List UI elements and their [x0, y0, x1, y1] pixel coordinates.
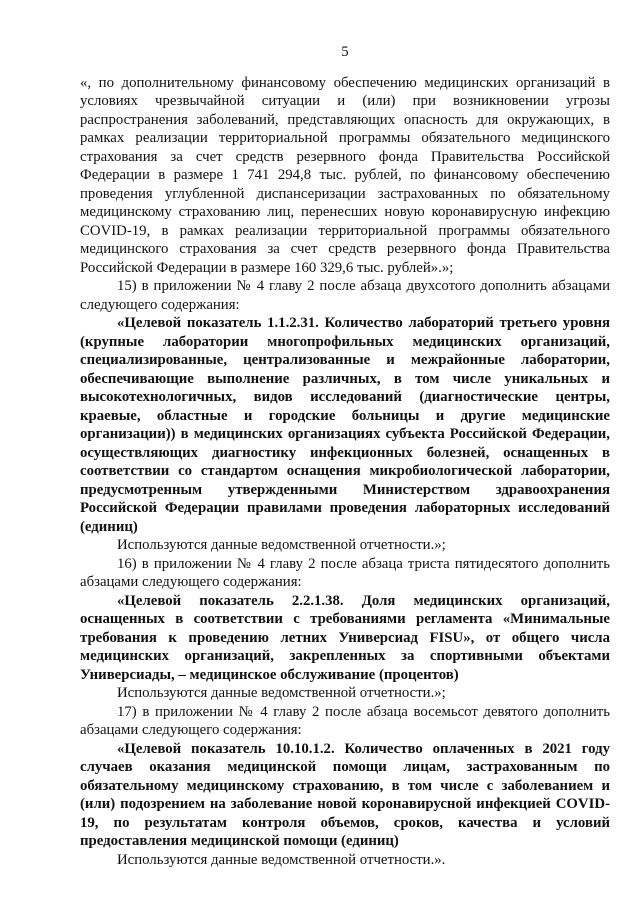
paragraph-item-17: 17) в приложении № 4 главу 2 после абзаца восемьсот девятого дополнить абзацами следующего содержания:: [80, 703, 610, 738]
paragraph-data-source-3: Используются данные ведомственной отчетности.».: [117, 851, 446, 868]
paragraph-data-source-2: Используются данные ведомственной отчетности.»;: [117, 685, 446, 701]
document-body: [80, 74, 610, 870]
paragraph-item-16: 16) в приложении № 4 главу 2 после абзаца триста пятидесятого дополнить абзацами следующего содержания:: [80, 555, 610, 590]
paragraph-target-indicator-2-2-1-38: «Целевой показатель 2.2.1.38. Доля медицинских организаций, оснащенных в соответствии с требованиями регламента «Минимальные требования к проведению летних Универсиад FISU», от общего числа медицинских организаций, закрепленных за спортивными объектами Универсиады, – медицинское обслуживание (процентов): [80, 592, 610, 683]
paragraph-target-indicator-1-1-2-31: «Целевой показатель 1.1.2.31. Количество лабораторий третьего уровня (крупные лаборатории многопрофильных медицинских организаций, специализированные, централизованные и межрайонные лаборатории, обеспечивающие выполнение различных, в том числе уникальных и высокотехнологичных, видов исследований (диагностические центры, краевые, областные и городские больницы и другие медицинские организации)) в медицинских организациях субъекта Российской Федерации, осуществляющих диагностику инфекционных болезней, оснащенных в соответствии со стандартом оснащения микробиологической лаборатории, предусмотренным утвержденными Министерством здравоохранения Российской Федерации правилами проведения лабораторных исследований (единиц): [80, 315, 610, 535]
paragraph-data-source-1: Используются данные ведомственной отчетности.»;: [117, 537, 446, 553]
document-page: [80, 0, 610, 869]
page-number: 5: [341, 44, 349, 60]
paragraph-item-15: 15) в приложении № 4 главу 2 после абзаца двухсотого дополнить абзацами следующего содержания:: [80, 278, 610, 313]
paragraph-target-indicator-10-10-1-2: «Целевой показатель 10.10.1.2. Количество оплаченных в 2021 году случаев оказания медицинской помощи лицам, застрахованным по обязательному медицинскому страхованию, в том числе с заболеванием и (или) подозрением на заболевание новой коронавирусной инфекцией COVID-19, по результатам контроля объемов, сроков, качества и условий предоставления медицинской помощи (единиц): [80, 740, 610, 849]
paragraph-amendment-text: «, по дополнительному финансовому обеспечению медицинских организаций в условиях чрезвычайной ситуации и (или) при возникновении угрозы распространения заболеваний, представляющих опасность для окружающих, в рамках реализации территориальной программы обязательного медицинского страхования за счет средств резервного фонда Правительства Российской Федерации в размере 1 741 294,8 тыс. рублей, по финансовому обеспечению проведения углубленной диспансеризации застрахованных по обязательному медицинскому страхованию лиц, перенесших новую коронавирусную инфекцию COVID-19, в рамках реализации территориальной программы обязательного медицинского страхования за счет средств резервного фонда Правительства Российской Федерации в размере 160 329,6 тыс. рублей».»;: [80, 74, 610, 276]
